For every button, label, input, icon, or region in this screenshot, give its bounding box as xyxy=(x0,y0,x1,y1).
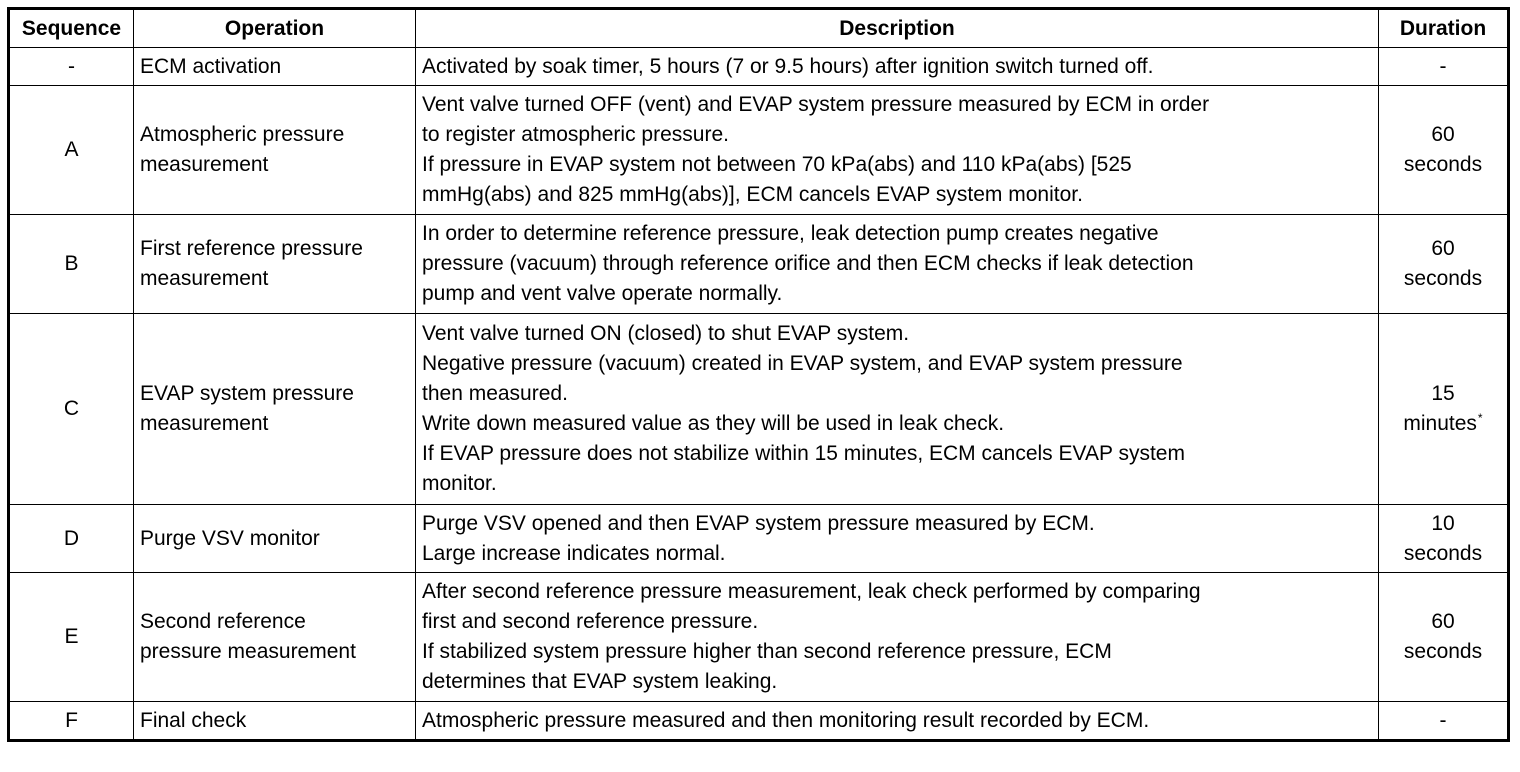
description-line: then measured. xyxy=(422,382,568,405)
duration-line: seconds xyxy=(1403,267,1483,290)
operation-cell xyxy=(134,215,416,314)
description-line: monitor. xyxy=(422,472,497,495)
table-row xyxy=(9,86,1509,215)
duration-line: 15 xyxy=(1431,382,1455,405)
duration-line: seconds xyxy=(1403,153,1483,176)
table-row xyxy=(9,215,1509,314)
table-row xyxy=(9,314,1509,505)
header-description: Description xyxy=(416,9,1379,48)
sequence-cell: - xyxy=(9,48,134,86)
duration-cell xyxy=(1379,505,1509,573)
sequence-cell: A xyxy=(9,86,134,215)
duration-cell xyxy=(1379,314,1509,505)
sequence-cell: E xyxy=(9,573,134,702)
duration-line: seconds xyxy=(1403,640,1483,663)
description-line: In order to determine reference pressure, leak detection pump creates negative xyxy=(422,222,1159,245)
duration-line: 10 xyxy=(1431,511,1455,535)
description-line: Purge VSV opened and then EVAP system pressure measured by ECM. xyxy=(422,511,1095,535)
operation-cell xyxy=(134,505,416,573)
duration-cell xyxy=(1379,215,1509,314)
evap-monitor-sequence-table xyxy=(7,7,1510,742)
description-line: Vent valve turned ON (closed) to shut EVAP system. xyxy=(422,322,910,345)
duration-unit: minutes xyxy=(1403,412,1477,435)
header-operation: Operation xyxy=(134,9,416,48)
description-cell xyxy=(416,505,1379,573)
description-line: pump and vent valve operate normally. xyxy=(422,282,783,305)
description-line: pressure (vacuum) through reference orifice and then ECM checks if leak detection xyxy=(422,252,1194,275)
operation-cell xyxy=(134,573,416,702)
description-line: After second reference pressure measurement, leak check performed by comparing xyxy=(422,580,1201,603)
description-line: Negative pressure (vacuum) created in EVAP system, and EVAP system pressure xyxy=(422,352,1183,375)
description-line: If EVAP pressure does not stabilize within 15 minutes, ECM cancels EVAP system xyxy=(422,442,1185,465)
duration-cell xyxy=(1379,702,1509,741)
sequence-cell: B xyxy=(9,215,134,314)
operation-cell xyxy=(134,48,416,86)
duration-line: 60 xyxy=(1431,237,1455,260)
description-cell xyxy=(416,215,1379,314)
operation-line: measurement xyxy=(140,412,269,435)
description-line: Vent valve turned OFF (vent) and EVAP system pressure measured by ECM in order xyxy=(422,93,1210,116)
table-row xyxy=(9,505,1509,573)
description-cell xyxy=(416,573,1379,702)
operation-line: Atmospheric pressure xyxy=(140,123,345,146)
table-row xyxy=(9,702,1509,741)
duration-line: seconds xyxy=(1403,541,1483,565)
duration-cell xyxy=(1379,86,1509,215)
duration-line: - xyxy=(1439,54,1447,78)
description-cell xyxy=(416,86,1379,215)
description-line: If pressure in EVAP system not between 70 kPa(abs) and 110 kPa(abs) [525 xyxy=(422,153,1132,176)
description-line: mmHg(abs) and 825 mmHg(abs)], ECM cancels EVAP system monitor. xyxy=(422,183,1083,206)
header-duration: Duration xyxy=(1379,9,1509,48)
footnote-asterisk: * xyxy=(1477,411,1483,425)
operation-line: Second reference xyxy=(140,610,306,633)
duration-line xyxy=(1385,409,1501,439)
operation-cell xyxy=(134,702,416,741)
description-cell xyxy=(416,314,1379,505)
description-line: Write down measured value as they will be used in leak check. xyxy=(422,412,1005,435)
duration-cell xyxy=(1379,48,1509,86)
duration-line: 60 xyxy=(1431,610,1455,633)
description-line: determines that EVAP system leaking. xyxy=(422,670,778,693)
table-row xyxy=(9,48,1509,86)
table-header-row xyxy=(9,9,1509,48)
operation-line: Purge VSV monitor xyxy=(140,526,320,550)
table-row xyxy=(9,573,1509,702)
duration-line: - xyxy=(1439,708,1447,732)
operation-cell xyxy=(134,86,416,215)
evap-monitor-sequence-table-container xyxy=(7,7,1507,742)
sequence-cell: D xyxy=(9,505,134,573)
duration-cell xyxy=(1379,573,1509,702)
sequence-cell: C xyxy=(9,314,134,505)
description-line: If stabilized system pressure higher than second reference pressure, ECM xyxy=(422,640,1112,663)
operation-line: EVAP system pressure xyxy=(140,382,354,405)
operation-line: First reference pressure xyxy=(140,237,363,260)
description-line: Atmospheric pressure measured and then monitoring result recorded by ECM. xyxy=(422,708,1150,732)
duration-line: 60 xyxy=(1431,123,1455,146)
description-cell xyxy=(416,702,1379,741)
sequence-cell: F xyxy=(9,702,134,741)
header-sequence: Sequence xyxy=(9,9,134,48)
operation-line: Final check xyxy=(140,708,247,732)
description-line: Large increase indicates normal. xyxy=(422,541,726,565)
operation-line: ECM activation xyxy=(140,54,282,78)
description-line: first and second reference pressure. xyxy=(422,610,759,633)
description-line: Activated by soak timer, 5 hours (7 or 9.5 hours) after ignition switch turned off. xyxy=(422,54,1154,78)
operation-line: measurement xyxy=(140,153,269,176)
operation-line: measurement xyxy=(140,267,269,290)
description-line: to register atmospheric pressure. xyxy=(422,123,729,146)
operation-line: pressure measurement xyxy=(140,640,356,663)
description-cell xyxy=(416,48,1379,86)
operation-cell xyxy=(134,314,416,505)
